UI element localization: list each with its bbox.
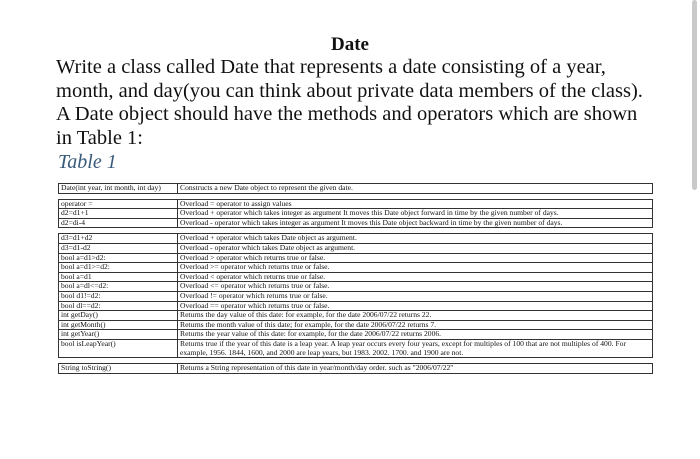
intro-paragraph: Write a class called Date that represents a date consisting of a year, month, and day(you can think about private data members of the class). A Date object should have the methods and operators which are shown in Table 1:	[56, 56, 643, 149]
table-row	[59, 272, 653, 282]
method-description: Returns the day value of this date: for example, for the date 2006/07/22 returns 22.	[178, 311, 653, 321]
method-description: Overload < operator which returns true or false.	[178, 272, 653, 282]
document-title: Date	[331, 34, 369, 55]
method-description: Returns a String representation of this date in year/month/day order. such as "2006/07/22"	[178, 364, 653, 374]
method-signature: Date(int year, int month, int day)	[59, 184, 178, 194]
method-signature: d2=di-4	[59, 218, 178, 228]
method-description: Overload - operator which takes Date object as argument.	[178, 243, 653, 253]
table-row	[59, 218, 653, 228]
table-row	[59, 253, 653, 263]
method-signature: bool dl==d2:	[59, 301, 178, 311]
method-description: Returns true if the year of this date is a leap year. A leap year occurs every four years, except for multiples of 100 that are not multiples of 400. For example, 1956. 1844, 1600, and 2000 are leap years, but 1983. 2002. 1700. and 1900 are not.	[178, 339, 653, 357]
table-row	[59, 311, 653, 321]
method-description: Overload != operator which returns true or false.	[178, 291, 653, 301]
table-row	[59, 282, 653, 292]
table-row	[59, 209, 653, 219]
method-signature: int getMonth()	[59, 320, 178, 330]
table-row	[59, 243, 653, 253]
table-row	[59, 320, 653, 330]
method-description: Overload >= operator which returns true or false.	[178, 263, 653, 273]
method-signature: int getDay()	[59, 311, 178, 321]
method-description: Overload + operator which takes integer as argument It moves this Date object forward in time by the given number of days.	[178, 209, 653, 219]
table-row	[59, 364, 653, 374]
method-description: Returns the year value of this date: for example, for the date 2006/07/22 returns 2006.	[178, 330, 653, 340]
method-signature: d3=d1-d2	[59, 243, 178, 253]
table-row	[59, 330, 653, 340]
table-row	[59, 301, 653, 311]
method-signature: bool a=d1	[59, 272, 178, 282]
method-description: Overload == operator which returns true or false.	[178, 301, 653, 311]
method-signature: bool a=d1>d2:	[59, 253, 178, 263]
vertical-scrollbar[interactable]	[692, 0, 697, 190]
method-signature: bool d1!=d2:	[59, 291, 178, 301]
method-description: Returns the month value of this date; for example, for the date 2006/07/22 returns 7.	[178, 320, 653, 330]
method-signature: operator =	[59, 199, 178, 209]
method-description: Overload > operator which returns true or false.	[178, 253, 653, 263]
table-row	[59, 234, 653, 244]
table-row	[59, 291, 653, 301]
method-signature: d3=d1+d2	[59, 234, 178, 244]
method-description: Constructs a new Date object to represent the given date.	[178, 184, 653, 194]
method-description: Overload <= operator which returns true or false.	[178, 282, 653, 292]
method-signature: int getYear()	[59, 330, 178, 340]
table-row	[59, 263, 653, 273]
table-row	[59, 199, 653, 209]
method-description: Overload + operator which takes Date object as argument.	[178, 234, 653, 244]
method-signature: d2=d1+1	[59, 209, 178, 219]
method-description: Overload = operator to assign values	[178, 199, 653, 209]
table-row	[59, 339, 653, 357]
method-signature: bool a=dl<=d2:	[59, 282, 178, 292]
table-caption: Table 1	[58, 151, 117, 173]
method-signature: String toString()	[59, 364, 178, 374]
method-signature: bool a=d1>=d2:	[59, 263, 178, 273]
method-description: Overload - operator which takes integer as argument It moves this Date object backward in time by the given number of days.	[178, 218, 653, 228]
method-table	[58, 183, 653, 374]
method-signature: bool isLeapYear()	[59, 339, 178, 357]
table-row	[59, 184, 653, 194]
